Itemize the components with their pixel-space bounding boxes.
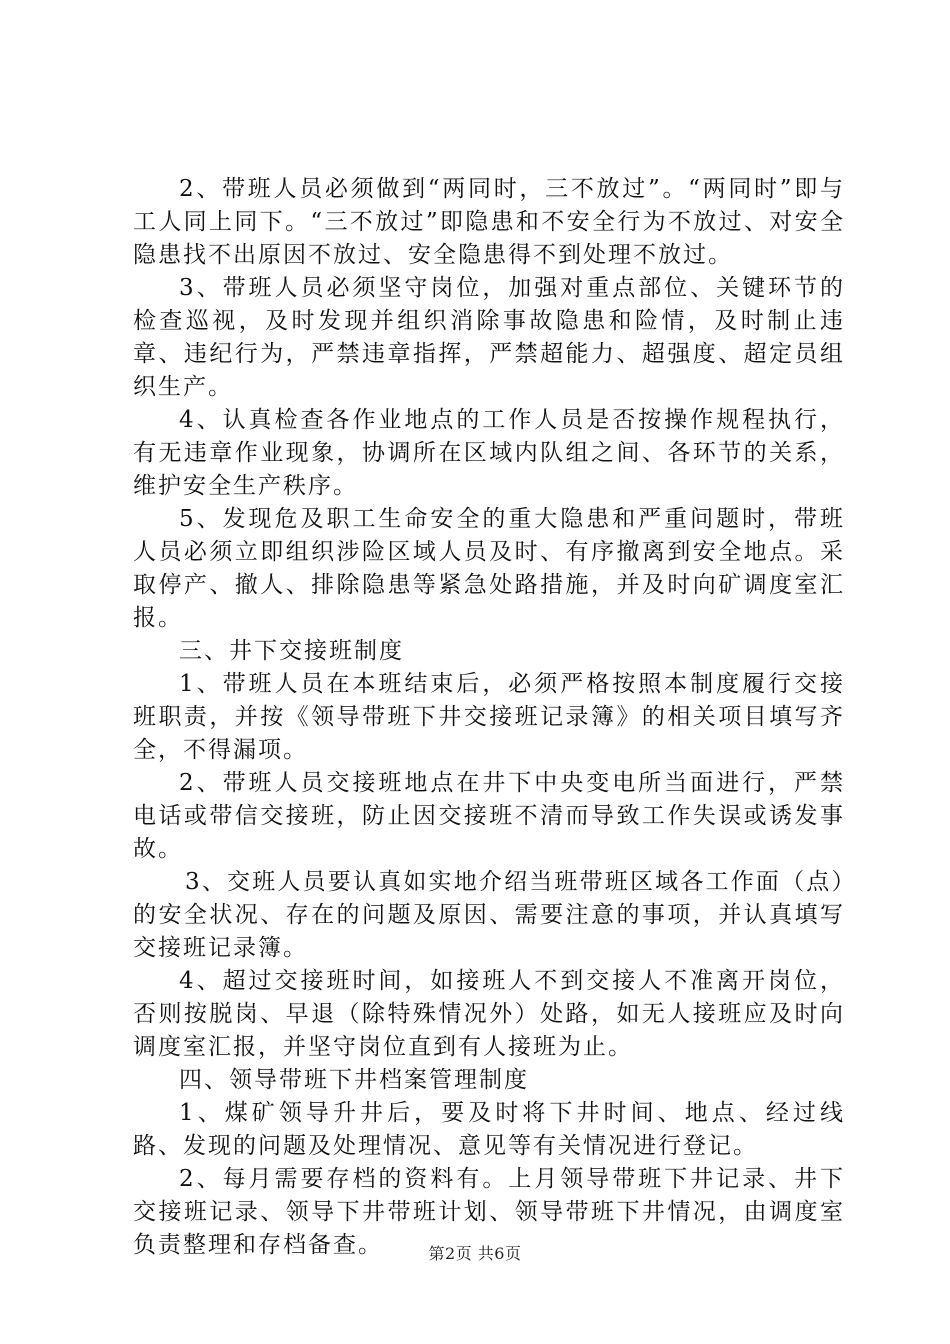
paragraph-2: 2、带班人员必须做到“两同时，三不放过”。“两同时”即与工人同上同下。“三不放过”即隐患和不安全行为不放过、对安全隐患找不出原因不放过、安全隐患得不到处理不放过。 bbox=[133, 176, 845, 268]
paragraph-handover-4: 4、超过交接班时间，如接班人不到交接人不准离开岗位，否则按脱岗、早退（除特殊情况外）处路，如无人接班应及时向调度室汇报，并坚守岗位直到有人接班为止。 bbox=[133, 968, 845, 1060]
paragraph-3: 3、带班人员必须坚守岗位，加强对重点部位、关键环节的检查巡视，及时发现并组织消除事故隐患和险情，及时制止违章、违纪行为，严禁违章指挥，严禁超能力、超强度、超定员组织生产。 bbox=[133, 275, 845, 400]
section-heading-3: 三、井下交接班制度 bbox=[179, 638, 404, 664]
paragraph-4: 4、认真检查各作业地点的工作人员是否按操作规程执行，有无违章作业现象，协调所在区域内队组之间、各环节的关系，维护安全生产秩序。 bbox=[133, 407, 845, 499]
paragraph-handover-3: 3、交班人员要认真如实地介绍当班带班区域各工作面（点）的安全状况、存在的问题及原因、需要注意的事项，并认真填写交接班记录簿。 bbox=[133, 869, 845, 961]
paragraph-archive-2: 2、每月需要存档的资料有。上月领导带班下井记录、井下交接班记录、领导下井带班计划、领导带班下井情况，由调度室负责整理和存档备查。 bbox=[133, 1166, 845, 1258]
paragraph-archive-1: 1、煤矿领导升井后，要及时将下井时间、地点、经过线路、发现的问题及处理情况、意见等有关情况进行登记。 bbox=[133, 1100, 845, 1159]
paragraph-handover-2: 2、带班人员交接班地点在井下中央变电所当面进行，严禁电话或带信交接班，防止因交接班不清而导致工作失误或诱发事故。 bbox=[133, 770, 845, 862]
page-number-footer: 第2页 共6页 bbox=[428, 1244, 522, 1263]
paragraph-5: 5、发现危及职工生命安全的重大隐患和严重问题时，带班人员必须立即组织涉险区域人员及时、有序撤离到安全地点。采取停产、撤人、排除隐患等紧急处路措施，并及时向矿调度室汇报。 bbox=[133, 506, 845, 631]
paragraph-handover-1: 1、带班人员在本班结束后，必须严格按照本制度履行交接班职责，并按《领导带班下井交接班记录簿》的相关项目填写齐全，不得漏项。 bbox=[133, 671, 845, 763]
document-body bbox=[133, 173, 845, 1262]
section-heading-4: 四、领导带班下井档案管理制度 bbox=[179, 1067, 529, 1093]
